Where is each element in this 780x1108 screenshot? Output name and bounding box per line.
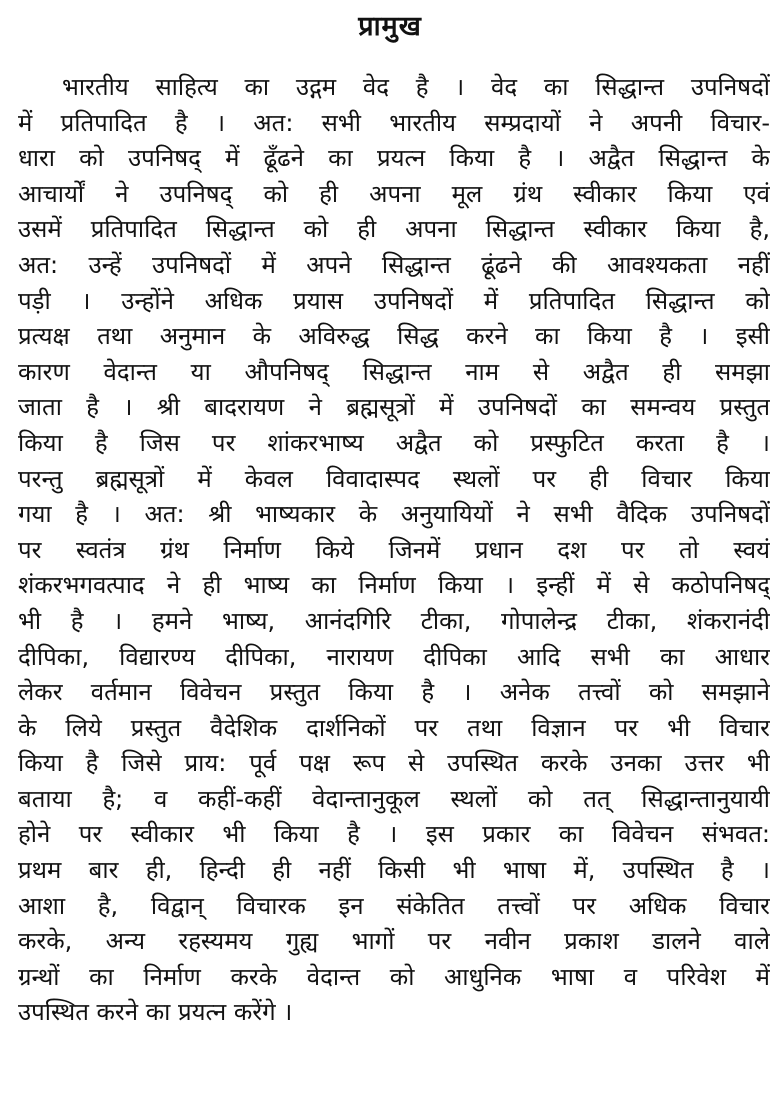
text-line: दीपिका, विद्यारण्य दीपिका, नारायण दीपिका आदि सभी का आधार: [18, 642, 770, 671]
text-line: लेकर वर्तमान विवेचन प्रस्तुत किया है । अनेक तत्त्वों को समझाने: [18, 678, 770, 707]
text-line: आशा है, विद्वान् विचारक इन संकेतित तत्त्वों पर अधिक विचार: [18, 891, 770, 920]
text-line: उसमें प्रतिपादित सिद्धान्त को ही अपना सिद्धान्त स्वीकार किया है,: [18, 215, 770, 244]
text-line: आचार्यों ने उपनिषद् को ही अपना मूल ग्रंथ स्वीकार किया एवं: [18, 179, 770, 208]
text-line: शंकरभगवत्पाद ने ही भाष्य का निर्माण किया । इन्हीं में से कठोपनिषद्: [18, 571, 770, 600]
text-line: पर स्वतंत्र ग्रंथ निर्माण किये जिनमें प्रधान दश पर तो स्वयं: [18, 535, 770, 564]
text-line: धारा को उपनिषद् में ढूँढने का प्रयत्न किया है । अद्वैत सिद्धान्त के: [18, 144, 770, 173]
text-line: में प्रतिपादित है । अत: सभी भारतीय सम्प्रदायों ने अपनी विचार-: [18, 108, 770, 137]
text-line: पड़ी । उन्होंने अधिक प्रयास उपनिषदों में प्रतिपादित सिद्धान्त को: [18, 286, 770, 315]
text-line: भी है । हमने भाष्य, आनंदगिरि टीका, गोपालेन्द्र टीका, शंकरानंदी: [18, 606, 770, 635]
text-line: बताया है; व कहीं-कहीं वेदान्तानुकूल स्थलों को तत् सिद्धान्तानुयायी: [18, 784, 770, 813]
text-line: प्रत्यक्ष तथा अनुमान के अविरुद्ध सिद्ध करने का किया है । इसी: [18, 322, 770, 351]
text-line: होने पर स्वीकार भी किया है । इस प्रकार का विवेचन संभवत:: [18, 820, 770, 849]
text-line: के लिये प्रस्तुत वैदेशिक दार्शनिकों पर तथा विज्ञान पर भी विचार: [18, 713, 770, 742]
text-line: भारतीय साहित्य का उद्गम वेद है । वेद का सिद्धान्त उपनिषदों: [62, 73, 770, 101]
text-line: परन्तु ब्रह्मसूत्रों में केवल विवादास्पद स्थलों पर ही विचार किया: [18, 464, 770, 493]
text-line: कारण वेदान्त या औपनिषद् सिद्धान्त नाम से अद्वैत ही समझा: [18, 357, 770, 386]
preface-paragraph: [18, 70, 770, 1031]
text-line: अत: उन्हें उपनिषदों में अपने सिद्धान्त ढूंढने की आवश्यकता नहीं: [18, 250, 770, 279]
text-line: किया है जिसे प्राय: पूर्व पक्ष रूप से उपस्थित करके उनका उत्तर भी: [18, 749, 770, 778]
text-line: करके, अन्य रहस्यमय गुह्य भागों पर नवीन प्रकाश डालने वाले: [18, 927, 770, 956]
page-title: प्रामुख: [358, 11, 422, 42]
text-line: किया है जिस पर शांकरभाष्य अद्वैत को प्रस्फुटित करता है ।: [18, 428, 770, 457]
text-line: ग्रन्थों का निर्माण करके वेदान्त को आधुनिक भाषा व परिवेश में: [18, 962, 770, 991]
text-line: गया है । अत: श्री भाष्यकार के अनुयायियों ने सभी वैदिक उपनिषदों: [18, 500, 770, 529]
text-line: उपस्थित करने का प्रयत्न करेंगे ।: [18, 998, 293, 1027]
text-line: जाता है । श्री बादरायण ने ब्रह्मसूत्रों में उपनिषदों का समन्वय प्रस्तुत: [18, 393, 770, 422]
text-line: प्रथम बार ही, हिन्दी ही नहीं किसी भी भाषा में, उपस्थित है ।: [18, 856, 770, 885]
